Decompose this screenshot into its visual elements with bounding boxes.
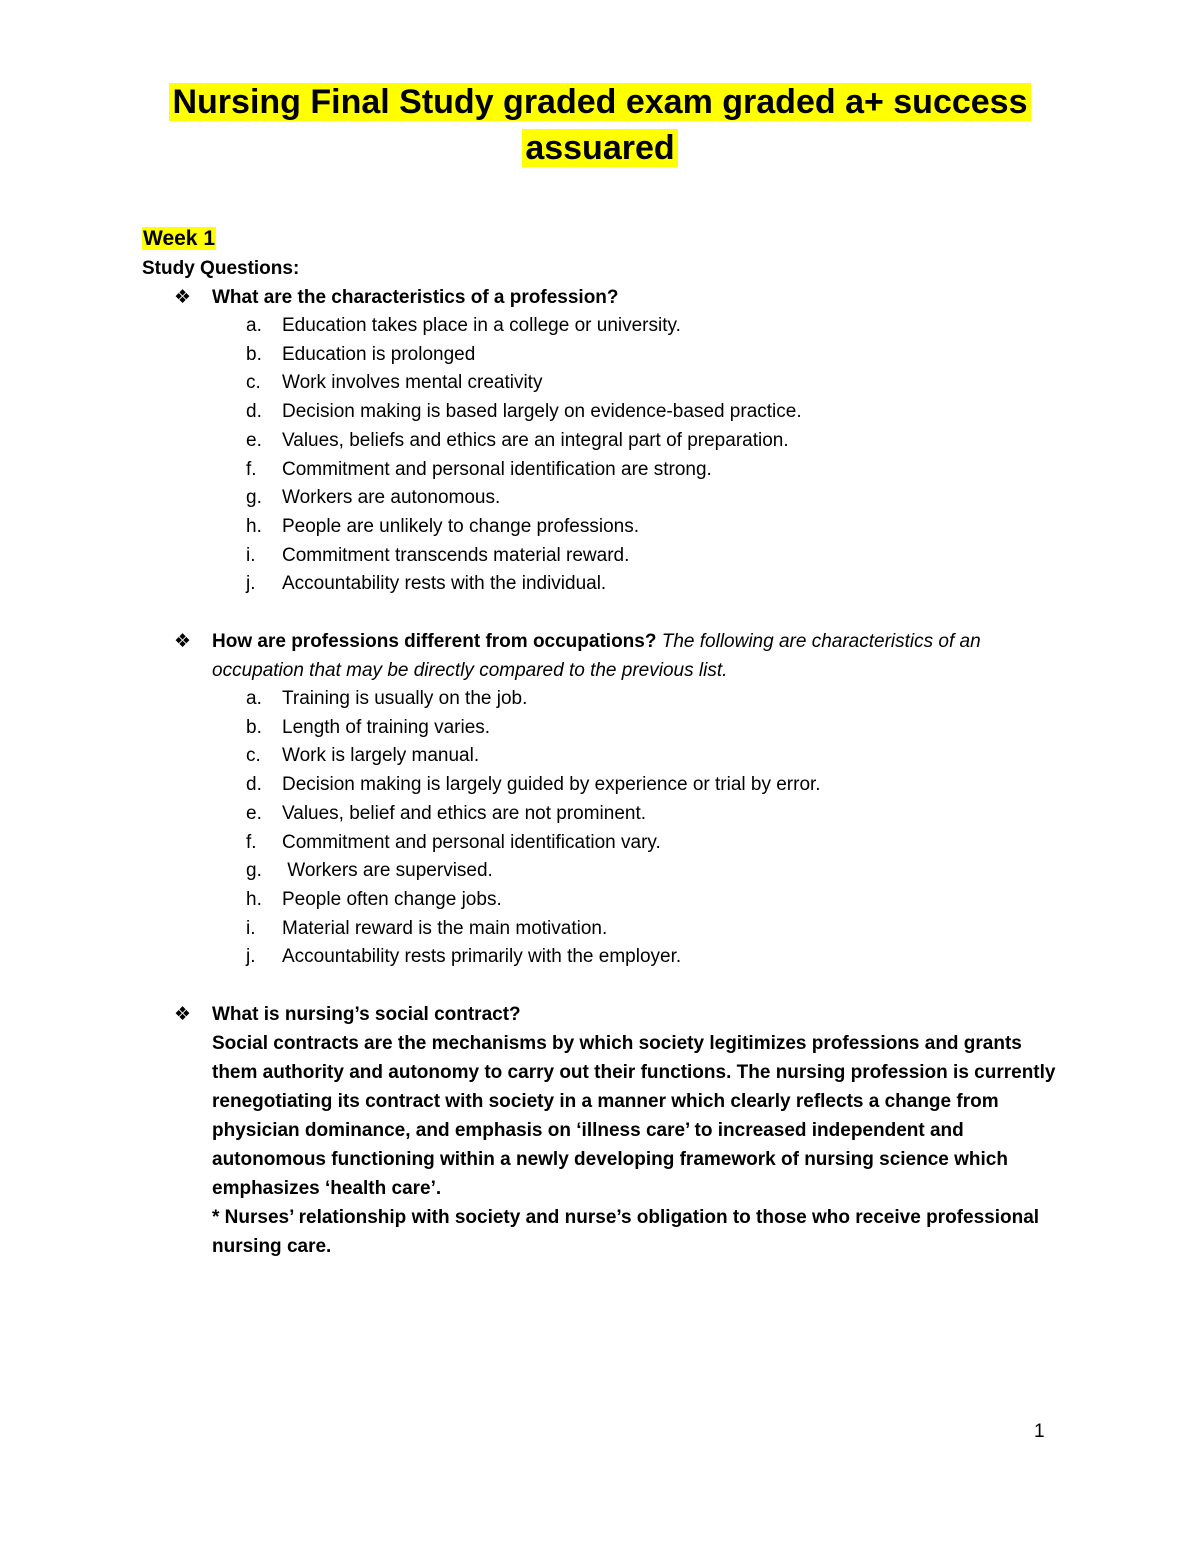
list-marker: a. <box>246 315 262 336</box>
question-block-2 <box>142 627 1062 972</box>
list-item <box>142 771 1062 800</box>
list-item-text: People often change jobs. <box>282 888 502 910</box>
list-marker: j. <box>246 573 256 595</box>
list-marker: d. <box>246 401 262 423</box>
list-item-text: Work involves mental creativity <box>282 372 543 394</box>
diamond-bullet-icon: ❖ <box>174 1004 192 1025</box>
question-1-list <box>142 312 1062 599</box>
list-marker: f. <box>246 458 257 480</box>
question-2-note: The following are characteristics of an occupation that may be directly compared to the previous list. <box>212 631 981 681</box>
list-marker: h. <box>246 888 262 910</box>
list-item <box>142 800 1062 829</box>
question-2-text: How are professions different from occupations? <box>212 631 657 652</box>
social-contract-note: * Nurses’ relationship with society and nurse’s obligation to those who receive professional nursing care. <box>212 1207 1040 1257</box>
list-marker: d. <box>246 774 262 796</box>
list-item-text: People are unlikely to change professions. <box>282 515 640 537</box>
list-item-text: Values, beliefs and ethics are an integral part of preparation. <box>282 429 789 451</box>
list-item-text: Workers are autonomous. <box>282 487 501 509</box>
social-contract-answer: Social contracts are the mechanisms by which society legitimizes professions and grants them authority and autonomy to carry out their functions. The nursing profession is currently renegotiating its contract with society in a manner which clearly reflects a change from physician dominance, and emphasis on ‘illness care’ to increased independent and autonomous functioning within a newly developing framework of nursing science which emphasizes ‘health care’. <box>212 1033 1056 1199</box>
question-1-heading <box>142 283 1062 312</box>
list-item <box>142 369 1062 398</box>
list-item <box>142 456 1062 485</box>
list-item <box>142 857 1062 886</box>
list-item <box>142 685 1062 714</box>
list-item-text: Accountability rests primarily with the employer. <box>282 946 682 968</box>
list-item-text: Accountability rests with the individual. <box>282 573 607 595</box>
question-block-3 <box>142 1000 1062 1261</box>
document-title-line-1 <box>0 80 1200 124</box>
list-item-text: Material reward is the main motivation. <box>282 917 608 939</box>
list-item <box>142 570 1062 599</box>
question-block-1 <box>142 283 1062 599</box>
list-item <box>142 341 1062 370</box>
list-item <box>142 513 1062 542</box>
list-item-text: Length of training varies. <box>282 716 491 738</box>
list-item <box>142 886 1062 915</box>
list-item <box>142 714 1062 743</box>
list-item <box>142 312 1062 341</box>
list-marker: i. <box>246 917 256 939</box>
question-2-heading <box>142 627 1062 685</box>
study-questions-heading: Study Questions: <box>142 258 300 279</box>
week-heading <box>142 224 216 254</box>
list-item <box>142 943 1062 972</box>
list-item-text: Decision making is based largely on evidence-based practice. <box>282 401 802 423</box>
list-item-text: Decision making is largely guided by experience or trial by error. <box>282 774 821 796</box>
list-marker: e. <box>246 802 262 824</box>
list-item-text: Commitment and personal identification vary. <box>282 831 661 853</box>
list-item <box>142 829 1062 858</box>
page-number: 1 <box>1034 1421 1045 1442</box>
document-title-line-2 <box>0 126 1200 170</box>
list-marker: i. <box>246 544 256 566</box>
list-marker: a. <box>246 688 262 709</box>
list-marker: j. <box>246 946 256 968</box>
list-item <box>142 915 1062 944</box>
list-marker: c. <box>246 372 261 394</box>
list-item-text: Education takes place in a college or university. <box>282 315 681 336</box>
list-marker: g. <box>246 860 262 882</box>
list-item-text: Education is prolonged <box>282 343 476 365</box>
list-marker: g. <box>246 487 262 509</box>
list-item-text: Commitment and personal identification are strong. <box>282 458 712 480</box>
title-highlight-2: assuared <box>522 129 677 167</box>
list-item-text: Commitment transcends material reward. <box>282 544 630 566</box>
list-item-text: Work is largely manual. <box>282 745 480 767</box>
question-2-list <box>142 685 1062 972</box>
question-1-text: What are the characteristics of a profession? <box>212 287 619 308</box>
diamond-bullet-icon: ❖ <box>174 631 192 652</box>
diamond-bullet-icon: ❖ <box>174 287 192 308</box>
list-item-text: Workers are supervised. <box>282 860 493 882</box>
list-marker: b. <box>246 716 262 738</box>
week-label: Week 1 <box>143 227 215 250</box>
list-marker: b. <box>246 343 262 365</box>
list-item <box>142 542 1062 571</box>
list-item <box>142 742 1062 771</box>
list-marker: h. <box>246 515 262 537</box>
list-item <box>142 484 1062 513</box>
list-item-text: Training is usually on the job. <box>282 688 528 709</box>
list-item-text: Values, belief and ethics are not prominent. <box>282 802 647 824</box>
list-marker: f. <box>246 831 257 853</box>
list-item <box>142 398 1062 427</box>
list-item <box>142 427 1062 456</box>
list-marker: e. <box>246 429 262 451</box>
question-3-heading <box>142 1000 1062 1029</box>
list-marker: c. <box>246 745 261 767</box>
question-3-text: What is nursing’s social contract? <box>212 1004 521 1025</box>
title-highlight-1: Nursing Final Study graded exam graded a+ success <box>169 83 1030 121</box>
